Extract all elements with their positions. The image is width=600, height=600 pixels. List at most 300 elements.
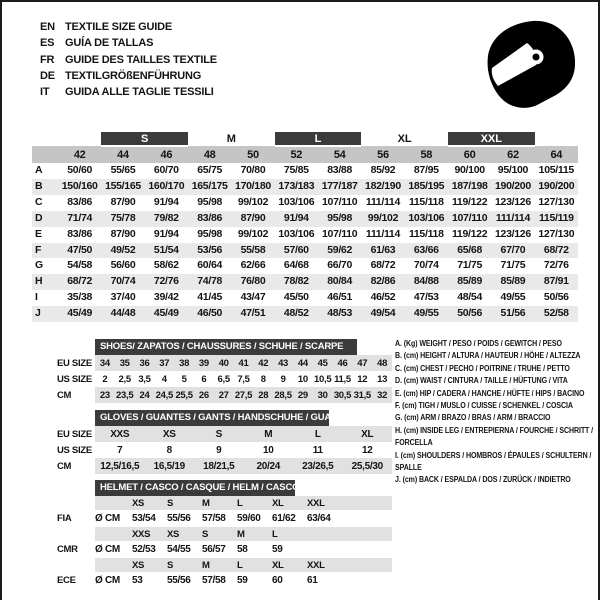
cell: 75/85	[283, 164, 309, 176]
language-code: ES	[40, 37, 55, 50]
cell: 11,5	[334, 373, 351, 385]
cell: 87/90	[110, 227, 136, 240]
cell: 54/55	[167, 544, 191, 555]
language-code: EN	[40, 21, 55, 33]
cell: 107/110	[451, 211, 488, 224]
cell: 165/175	[191, 179, 228, 192]
cell: A	[35, 164, 43, 176]
cell: 54	[333, 149, 346, 161]
cell: 55/65	[110, 164, 136, 176]
cell: 123/126	[495, 195, 531, 208]
cell: 111/114	[365, 195, 401, 208]
cell: 57/58	[202, 575, 226, 586]
cell: 60/70	[153, 164, 179, 176]
cell: 48/52	[283, 307, 309, 320]
cmr-value-row	[57, 541, 392, 558]
cell: 80/84	[327, 275, 353, 288]
cell: 50	[247, 148, 259, 161]
cell: 99/102	[237, 227, 269, 240]
cell: 54/58	[67, 259, 93, 272]
cell: 53	[132, 575, 143, 586]
cell: 25,5/30	[343, 458, 393, 474]
cell: 90/100	[454, 164, 485, 176]
cell: 155/165	[105, 179, 141, 192]
cell: 7,5	[237, 373, 250, 385]
shoes-cm-row	[57, 387, 392, 403]
cell: 62/66	[240, 259, 266, 272]
cell: S	[167, 558, 202, 572]
legend-item-i: I. (cm) SHOULDERS / HOMBROS / ÉPAULES / SCHULTERN / SPALLE	[395, 450, 592, 473]
standard-label: ECE	[57, 575, 76, 586]
cell: 23/26,5	[293, 458, 343, 474]
measurement-row-i	[32, 290, 578, 306]
cell: D	[35, 211, 43, 224]
cell: 42	[253, 355, 273, 371]
cell: 32	[372, 387, 392, 403]
shoes-section-header: SHOES/ ZAPATOS / CHAUSSURES / SCHUHE / SCARPE	[95, 339, 357, 355]
cell: 41/45	[197, 291, 223, 304]
ece-value-row	[57, 572, 392, 589]
cell: 127/130	[538, 227, 575, 240]
cell: M	[202, 558, 237, 572]
cell: 35/38	[67, 291, 93, 304]
language-row-es	[40, 35, 217, 51]
cell: 65/68	[457, 243, 482, 256]
gloves-eu-row	[57, 426, 392, 442]
language-row-de	[40, 68, 217, 84]
cell: 53/56	[197, 243, 223, 256]
cell: 75/78	[110, 211, 136, 224]
language-code: DE	[40, 69, 55, 82]
cell: 67/70	[500, 243, 526, 256]
measurement-legend	[395, 338, 597, 487]
cell: 83/88	[327, 164, 353, 176]
cell: 10	[262, 444, 274, 456]
cell: 84/88	[413, 275, 439, 288]
cell: 18/21,5	[194, 458, 244, 474]
cell: 12,5/16,5	[95, 458, 145, 474]
cell: 40	[214, 355, 234, 371]
row-label: US SIZE	[57, 444, 92, 456]
measurement-row-j	[32, 306, 578, 322]
cell: J	[35, 307, 41, 320]
standard-label: CMR	[57, 544, 78, 555]
cell: 60	[272, 575, 283, 586]
cell: S	[167, 496, 202, 510]
cell: 55/58	[240, 243, 266, 256]
cell: 83/86	[67, 195, 93, 208]
shoes-size-table	[57, 355, 392, 403]
cell: 95/100	[497, 164, 529, 176]
cell: 48	[203, 148, 216, 161]
cell: 35	[115, 355, 135, 371]
cell: 46/52	[370, 291, 396, 304]
cell: XS	[145, 426, 195, 442]
cell: 65/75	[197, 164, 223, 176]
cell: 115/119	[538, 211, 574, 224]
cell: 51/56	[500, 307, 526, 320]
cell: 37	[154, 355, 174, 371]
cell: 50/56	[457, 307, 482, 320]
cell: 47/51	[240, 307, 266, 320]
cell: S	[194, 426, 244, 442]
cell: 70/74	[110, 275, 136, 288]
cell: 8	[166, 444, 172, 456]
cell: 23,5	[115, 387, 135, 403]
cell: 25,5	[174, 387, 194, 403]
measurement-row-c	[32, 195, 578, 211]
cell: 150/160	[61, 179, 98, 192]
cell: 83/86	[67, 227, 93, 240]
cell: 41	[234, 355, 254, 371]
cell: 9	[280, 373, 286, 385]
cell: 44	[117, 149, 129, 161]
cell: 95/98	[197, 227, 223, 240]
cell: 71/74	[67, 211, 93, 224]
cell: 87/91	[543, 275, 569, 288]
cell: 30,5	[333, 387, 353, 403]
cell: 58/62	[153, 259, 179, 272]
page-title: TEXTILE SIZE GUIDE	[65, 21, 173, 33]
cell: 45	[313, 355, 333, 371]
unit-label: Ø CM	[95, 513, 120, 524]
cell: 59	[272, 544, 283, 555]
cell: 85/89	[500, 275, 526, 288]
cell: 52	[290, 149, 303, 161]
cell: 12	[357, 373, 368, 385]
page-title-it: GUIDA ALLE TAGLIE TESSILI	[65, 86, 214, 99]
legend-item-f: F. (cm) TIGH / MUSLO / CUISSE / SCHENKEL / COSCIA	[395, 401, 573, 411]
cell: 55/56	[167, 513, 191, 524]
cell: 64	[550, 148, 563, 161]
cell: 2	[102, 373, 108, 385]
cell: 60	[463, 149, 476, 161]
cell: 91/94	[153, 195, 179, 208]
cell: 28	[253, 387, 273, 403]
cell: 30	[313, 387, 333, 403]
language-title-list	[40, 19, 217, 100]
cell: 173/183	[278, 179, 315, 192]
measurement-row-f	[32, 243, 578, 259]
cell: 44	[293, 355, 313, 371]
cell: 59/60	[237, 513, 261, 524]
cell: 39/42	[153, 291, 179, 304]
cell: 71/75	[457, 259, 482, 272]
cell: 103/106	[408, 211, 445, 224]
cell: 10,5	[314, 373, 332, 385]
ece-size-row	[57, 558, 392, 572]
cell: 127/130	[538, 195, 575, 208]
cell: 42	[73, 148, 86, 161]
language-code: FR	[40, 53, 55, 66]
cell: 56/60	[110, 259, 136, 272]
cell: 6	[201, 373, 207, 385]
language-row-fr	[40, 52, 217, 68]
cell: 87/90	[110, 195, 136, 208]
cell: 83/86	[197, 211, 223, 224]
cell: 37/40	[110, 291, 136, 304]
unit-label: Ø CM	[95, 575, 120, 586]
cell: 45/49	[153, 307, 179, 320]
cell: H	[35, 275, 43, 288]
cell: 11	[312, 444, 323, 456]
cell: 49/54	[370, 307, 396, 320]
language-row-en	[40, 19, 217, 35]
cell: 12	[361, 444, 373, 456]
cell: 52/58	[543, 307, 569, 320]
cell: 87/95	[413, 164, 439, 176]
cell: L	[272, 527, 307, 541]
cell: 47	[352, 355, 372, 371]
cell: 115/118	[408, 227, 444, 240]
textile-size-table	[32, 132, 578, 322]
cell: 63/66	[413, 243, 439, 256]
cell: 24,5	[154, 387, 174, 403]
cell: 182/190	[365, 179, 401, 192]
cell: 20/24	[244, 458, 294, 474]
racing-helmet-icon	[483, 18, 575, 108]
cell: 63/64	[307, 513, 331, 524]
cell: 49/55	[500, 291, 526, 304]
cell: XXS	[132, 527, 167, 541]
cell: 107/110	[321, 195, 358, 208]
size-group-xl: XL	[397, 133, 412, 145]
fia-value-row	[57, 510, 392, 527]
cell: 105/115	[538, 164, 574, 176]
cell: 39	[194, 355, 214, 371]
cell: 103/106	[278, 227, 315, 240]
cell: XL	[343, 426, 393, 442]
cell: XS	[167, 527, 202, 541]
cell: 177/187	[321, 179, 358, 192]
cell: 115/118	[408, 195, 444, 208]
cell: 74/78	[197, 275, 223, 288]
unit-label: Ø CM	[95, 544, 120, 555]
cell: 52/53	[132, 544, 156, 555]
cell: 190/200	[495, 179, 531, 192]
cell: 58	[237, 544, 248, 555]
cell: 34	[95, 355, 115, 371]
cell: 107/110	[321, 227, 358, 240]
row-label: EU SIZE	[57, 357, 92, 369]
page-title-es: GUÍA DE TALLAS	[65, 37, 154, 50]
legend-item-j: J. (cm) BACK / ESPALDA / DOS / ZURÜCK / INDIETRO	[395, 475, 571, 485]
legend-item-a: A. (Kg) WEIGHT / PESO / POIDS / GEWITCH / PESO	[395, 339, 562, 348]
cell: 95/98	[327, 211, 353, 224]
cell: 58	[420, 148, 433, 161]
cell: 53/54	[132, 513, 156, 524]
legend-item-d: D. (cm) WAIST / CINTURA / TAILLE / HÜFTUNG / VITA	[395, 376, 568, 386]
cell: 24	[135, 387, 155, 403]
cell: 119/122	[451, 195, 488, 208]
cell: 45/49	[67, 307, 93, 320]
cell: 70/80	[240, 164, 266, 176]
cell: 28,5	[273, 387, 293, 403]
cell: 47/53	[413, 291, 439, 304]
cell: C	[35, 195, 43, 208]
cell: 61/62	[272, 513, 296, 524]
measurement-row-h	[32, 274, 578, 290]
cell: 3,5	[138, 373, 151, 385]
legend-item-b: B. (cm) HEIGHT / ALTURA / HAUTEUR / HÖHE / ALTEZZA	[395, 351, 581, 361]
cell: 99/102	[237, 195, 269, 208]
cell: XL	[272, 558, 307, 572]
cell: 29	[293, 387, 313, 403]
cell: L	[293, 426, 343, 442]
cell: M	[244, 426, 294, 442]
gloves-size-table	[57, 426, 392, 474]
legend-item-h: H. (cm) INSIDE LEG / ENTREPIERNA / FOURCHE / SCHRITT / FORCELLA	[395, 425, 593, 448]
cell: L	[237, 558, 272, 572]
gloves-us-row	[57, 442, 392, 458]
cell: XXL	[307, 558, 342, 572]
cell: 72/76	[543, 259, 569, 272]
cell: 46/50	[197, 307, 223, 320]
helmet-section-header: HELMET / CASCO / CASQUE / HELM / CASCO	[95, 480, 295, 496]
cell: 46/51	[327, 291, 353, 304]
cell: XXL	[307, 496, 342, 510]
cell: 60/64	[197, 259, 223, 272]
cmr-size-row	[57, 527, 392, 541]
cell: 160/170	[148, 179, 185, 192]
cell: E	[35, 227, 42, 240]
cell: 66/70	[327, 259, 353, 272]
cell: I	[35, 291, 38, 304]
measurement-row-b	[32, 179, 578, 195]
cell: 70/74	[413, 259, 439, 272]
cell: 187/198	[451, 179, 488, 192]
cell: 103/106	[278, 195, 315, 208]
row-label: CM	[57, 389, 72, 401]
cell: 6,5	[217, 373, 230, 385]
cell: 5	[181, 373, 187, 385]
cell: B	[35, 179, 43, 192]
cell: 78/82	[283, 275, 309, 288]
cell: 82/86	[370, 275, 396, 288]
cell: 16,5/19	[145, 458, 195, 474]
standard-label: FIA	[57, 513, 72, 524]
cell: 2,5	[118, 373, 131, 385]
cell: F	[35, 243, 42, 256]
size-group-s: S	[101, 132, 188, 146]
shoes-eu-row	[57, 355, 392, 371]
cell: M	[202, 496, 237, 510]
gloves-cm-row	[57, 458, 392, 474]
language-row-it	[40, 84, 217, 100]
page-title-de: TEXTILGRÖßENFÜHRUNG	[65, 69, 202, 82]
cell: 79/82	[153, 211, 179, 224]
cell: L	[237, 496, 272, 510]
cell: 170/180	[235, 179, 271, 192]
cell: 62	[507, 149, 519, 161]
cell: 8	[260, 373, 266, 385]
legend-item-e: E. (cm) HIP / CADERA / HANCHE / HÜFTE / HIPS / BACINO	[395, 388, 585, 398]
cell: 59	[237, 575, 248, 586]
cell: 71/75	[500, 259, 526, 272]
cell: 27,5	[234, 387, 254, 403]
cell: 64/68	[283, 259, 309, 272]
cell: 50/60	[67, 164, 93, 176]
cell: 56	[377, 148, 389, 161]
legend-item-c: C. (cm) CHEST / PECHO / POITRINE / TRUHE / PETTO	[395, 363, 570, 373]
fia-size-row	[57, 496, 392, 510]
cell: 49/55	[413, 307, 439, 320]
cell: 68/72	[370, 259, 396, 272]
measurement-row-e	[32, 227, 578, 243]
cell: 61	[307, 575, 318, 586]
cell: 91/94	[283, 211, 309, 224]
cell: 51/54	[153, 243, 179, 256]
cell: 111/114	[495, 211, 530, 224]
cell: 43/47	[240, 291, 266, 304]
cell: 10	[297, 373, 308, 385]
cell: 49/52	[110, 243, 136, 256]
cell: 85/92	[370, 164, 396, 176]
cell: 26	[194, 387, 214, 403]
cell: 9	[216, 444, 222, 456]
row-label: EU SIZE	[57, 428, 92, 440]
cell: 44/48	[110, 307, 136, 320]
cell: 87/90	[240, 211, 266, 224]
cell: 36	[135, 355, 155, 371]
cell: 95/98	[197, 195, 223, 208]
size-group-l: L	[275, 132, 362, 146]
cell: 48/54	[457, 291, 482, 304]
cell: M	[237, 527, 272, 541]
language-code: IT	[40, 86, 50, 99]
cell: 119/122	[451, 227, 488, 240]
cell: XS	[132, 558, 167, 572]
cell: 50/56	[543, 291, 569, 304]
cell: 68/72	[67, 275, 93, 288]
size-number-row	[32, 146, 578, 163]
cell: 4	[161, 373, 167, 385]
cell: XXS	[95, 426, 145, 442]
cell: 46	[333, 355, 353, 371]
measurement-row-g	[32, 258, 578, 274]
cell: 48/53	[327, 307, 353, 320]
cell: 45/50	[283, 291, 309, 304]
cell: 47/50	[67, 243, 93, 256]
cell: 185/195	[408, 179, 445, 192]
measurement-row-d	[32, 211, 578, 227]
cell: 38	[174, 355, 194, 371]
page-title-fr: GUIDE DES TAILLES TEXTILE	[65, 53, 217, 66]
cell: XL	[272, 496, 307, 510]
cell: 72/76	[153, 275, 179, 288]
cell: 85/89	[457, 275, 482, 288]
cell: 59/62	[327, 243, 353, 256]
cell: 43	[273, 355, 293, 371]
cell: 46	[160, 149, 173, 161]
cell: 91/94	[153, 227, 179, 240]
row-label: US SIZE	[57, 373, 92, 385]
cell: 68/72	[543, 243, 569, 256]
cell: 13	[377, 373, 388, 385]
shoes-us-row	[57, 371, 392, 387]
cell: 56/57	[202, 544, 226, 555]
cell: 48	[372, 355, 392, 371]
cell: 123/126	[495, 227, 531, 240]
cell: 61/63	[370, 243, 396, 256]
gloves-section-header: GLOVES / GUANTES / GANTS / HANDSCHUHE / GUANTI	[95, 410, 329, 426]
size-group-m: M	[226, 133, 236, 145]
cell: 31,5	[352, 387, 372, 403]
cell: 7	[117, 444, 123, 456]
size-group-header-row	[32, 132, 578, 146]
cell: 190/200	[538, 179, 575, 192]
row-label: CM	[57, 460, 72, 472]
